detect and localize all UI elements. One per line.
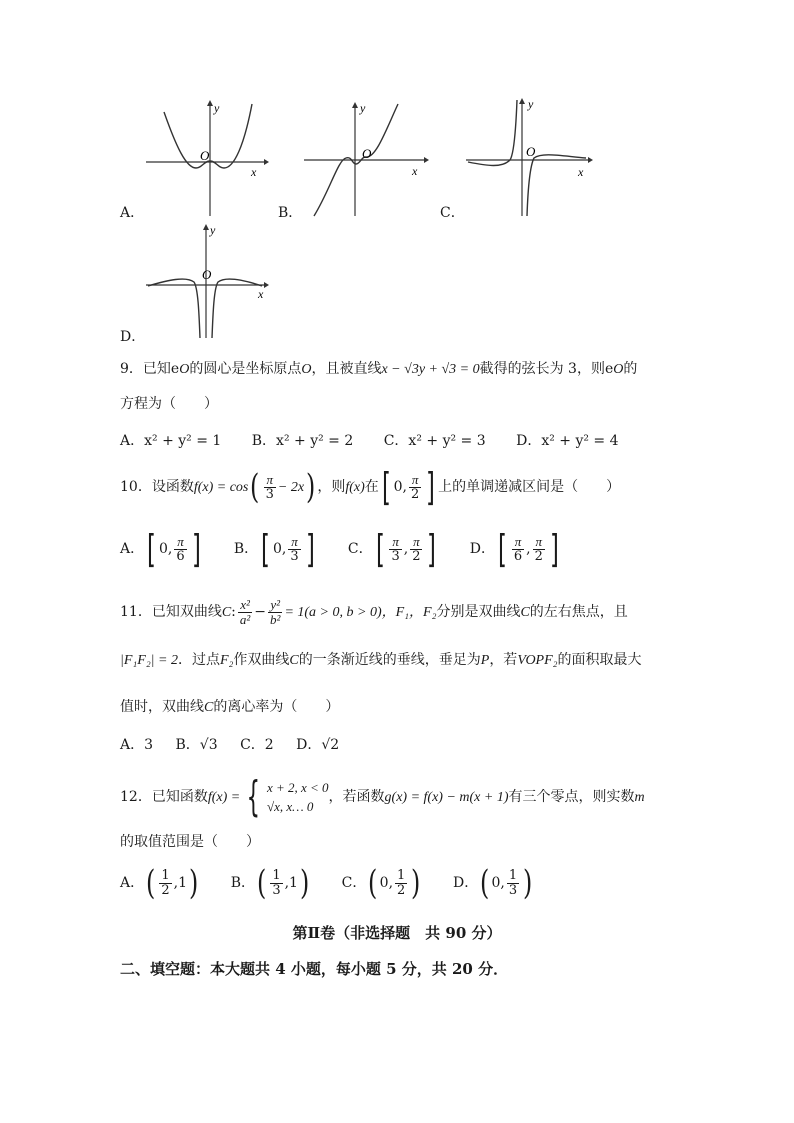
- q11-distance: |F₁F₂| = 2: [120, 653, 178, 668]
- y-axis-label: y: [528, 97, 534, 111]
- q9-var: O: [613, 362, 624, 377]
- q9-text: 的圆心是坐标原点: [189, 361, 302, 377]
- origin-label: O: [526, 144, 536, 159]
- origin-label: O: [362, 146, 372, 161]
- question-number: 11．: [120, 604, 152, 621]
- q11-text: 值时，双曲线: [120, 699, 204, 715]
- q12-text: ，若函数: [328, 789, 385, 805]
- fraction: $\frac{\text{y²}}{\text{b²}}$: [270, 597, 281, 627]
- q12-option-c[interactable]: C．( 0, $\frac{1}{2}$ ): [341, 863, 421, 903]
- q9-option-c[interactable]: C．x² + y² = 3: [383, 433, 486, 449]
- q12-piecewise: x + 2, x < 0 √x, x… 0: [266, 779, 329, 814]
- q11-text: 的离心率为（ ）: [213, 699, 340, 715]
- q9-option-b[interactable]: B．x² + y² = 2: [251, 433, 354, 449]
- q11-text: 分别是双曲线: [436, 604, 521, 621]
- q10-interval: 0,: [393, 479, 407, 495]
- option-label-a: A．: [120, 205, 145, 221]
- option-label-d: D．: [120, 329, 146, 345]
- q11-option-b[interactable]: B．√3: [175, 737, 218, 753]
- question-number: 9．: [120, 361, 143, 377]
- q11-var: C: [520, 605, 530, 621]
- q10-function: f(x): [345, 480, 365, 495]
- q11-text: ，若: [489, 652, 518, 668]
- q11-var: C: [221, 605, 232, 621]
- q11-var: C: [204, 700, 214, 715]
- q11-text: 的面积取最大: [557, 652, 642, 668]
- x-axis-label: x: [412, 164, 418, 178]
- q9-text: 截得的弦长为 3，则e: [479, 361, 614, 377]
- q9-line-equation: x − √3y + √3 = 0: [381, 362, 480, 377]
- question-11-line-3: [120, 696, 339, 716]
- q9-var: O: [301, 362, 312, 377]
- q9-text: ，且被直线: [311, 361, 382, 377]
- y-axis-label: y: [360, 101, 366, 115]
- q10-text: 设函数: [151, 479, 194, 495]
- q11-var: C: [289, 653, 299, 668]
- q11-triangle: VOPF₂: [517, 653, 558, 668]
- question-9-line-1: [120, 358, 637, 378]
- question-number: 12．: [120, 789, 152, 805]
- q11-text: ．过点: [177, 652, 220, 668]
- q10-function: f(x) = cos: [193, 480, 249, 495]
- q9-option-d[interactable]: D．x² + y² = 4: [516, 433, 619, 449]
- graph-a: [140, 98, 270, 218]
- question-9-line-2: 方程为（ ）: [120, 396, 218, 412]
- question-12-line-2: 的取值范围是（ ）: [120, 834, 260, 850]
- section-title: 第Ⅱ卷（非选择题 共 90 分）: [292, 924, 502, 942]
- question-11-options: [120, 734, 357, 754]
- q10-term: − 2x: [277, 480, 305, 495]
- q9-text: 已知e: [142, 361, 180, 377]
- q11-text: 作双曲线: [233, 652, 290, 668]
- graph-c: [462, 96, 596, 218]
- q10-text: ，则: [317, 479, 346, 495]
- q12-function: f(x) =: [207, 790, 241, 805]
- graph-b: [300, 100, 430, 218]
- q12-option-d[interactable]: D．( 0, $\frac{1}{3}$ ): [453, 863, 533, 903]
- x-axis-label: x: [578, 165, 584, 179]
- q9-var: O: [179, 362, 190, 377]
- x-axis-label: x: [251, 165, 257, 179]
- question-10-line-1: 10．设函数f(x) = cos( $\frac{\pi}{3}$ − 2x) ，则f(x)在[ 0, $\frac{\pi}{2}$ ] 上的单调递减区间是（ ）: [120, 465, 621, 509]
- q10-option-a[interactable]: A．[ 0, $\frac{\pi}{6}$ ]: [120, 527, 201, 571]
- q11-text: 的一条渐近线的垂线，垂足为: [298, 652, 481, 668]
- q12-var: m: [634, 790, 645, 805]
- q10-text: 在: [364, 479, 379, 495]
- fraction: $\frac{\pi}{3}$: [265, 471, 274, 502]
- q11-text: 的左右焦点，且: [529, 604, 628, 621]
- q12-text: 有三个零点，则实数: [508, 789, 635, 805]
- part-two-heading: 二、填空题：本大题共 4 小题，每小题 5 分，共 20 分．: [120, 960, 509, 978]
- question-9-options: [120, 430, 645, 450]
- q10-option-c[interactable]: C．[ $\frac{\pi}{3}$ , $\frac{\pi}{2}$ ]: [347, 527, 437, 571]
- q9-text: 的: [623, 361, 638, 377]
- q11-var: P: [480, 653, 490, 668]
- q11-option-d[interactable]: D．√2: [296, 737, 340, 753]
- q11-option-c[interactable]: C．2: [240, 737, 274, 753]
- q12-option-a[interactable]: A．( $\frac{1}{2}$ ,1): [120, 863, 199, 903]
- graph-d: [142, 222, 274, 340]
- y-axis-label: y: [214, 101, 220, 115]
- q10-option-d[interactable]: D．[ $\frac{\pi}{6}$ , $\frac{\pi}{2}$ ]: [469, 527, 559, 571]
- origin-label: O: [202, 267, 212, 282]
- fraction: $\frac{\text{x²}}{\text{a²}}$: [239, 597, 251, 627]
- origin-label: O: [200, 148, 210, 163]
- question-12-options: [120, 863, 560, 903]
- option-label-c: C．: [440, 205, 465, 221]
- q11-text: 已知双曲线: [151, 604, 222, 621]
- fraction: $\frac{\pi}{2}$: [410, 471, 420, 502]
- q9-option-a[interactable]: A．x² + y² = 1: [120, 433, 222, 449]
- y-axis-label: y: [210, 223, 216, 237]
- q11-option-a[interactable]: A．3: [120, 737, 154, 753]
- q12-option-b[interactable]: B．( $\frac{1}{3}$ ,1): [230, 863, 310, 903]
- q12-text: 已知函数: [151, 789, 208, 805]
- q10-option-b[interactable]: B．[ 0, $\frac{\pi}{3}$ ]: [233, 527, 315, 571]
- q11-condition: = 1(a > 0, b > 0)，: [284, 605, 396, 621]
- question-11-line-1: 11．已知双曲线C: $\frac{\text{x²}}{\text{a²}}$ − $\frac{\text{y²}}{\text{b²}}$ = 1(a > 0, b > 0)，F₁，F₂分别是双曲线C的左右焦点，且: [120, 597, 628, 627]
- question-12-line-1: 12．已知函数f(x) = { x + 2, x < 0 √x, x… 0 ，若函数g(x) = f(x) − m(x + 1)有三个零点，则实数m: [120, 772, 645, 821]
- question-11-line-2: [120, 649, 642, 669]
- question-10-options: [120, 527, 588, 571]
- q10-text: 上的单调递减区间是（ ）: [438, 479, 621, 495]
- x-axis-label: x: [258, 287, 264, 301]
- q11-foci: F₁，F₂: [395, 605, 437, 621]
- option-label-b: B．: [278, 205, 303, 221]
- q12-function-g: g(x) = f(x) − m(x + 1): [384, 790, 509, 805]
- q11-var: F₂: [219, 653, 234, 668]
- question-number: 10．: [120, 479, 152, 495]
